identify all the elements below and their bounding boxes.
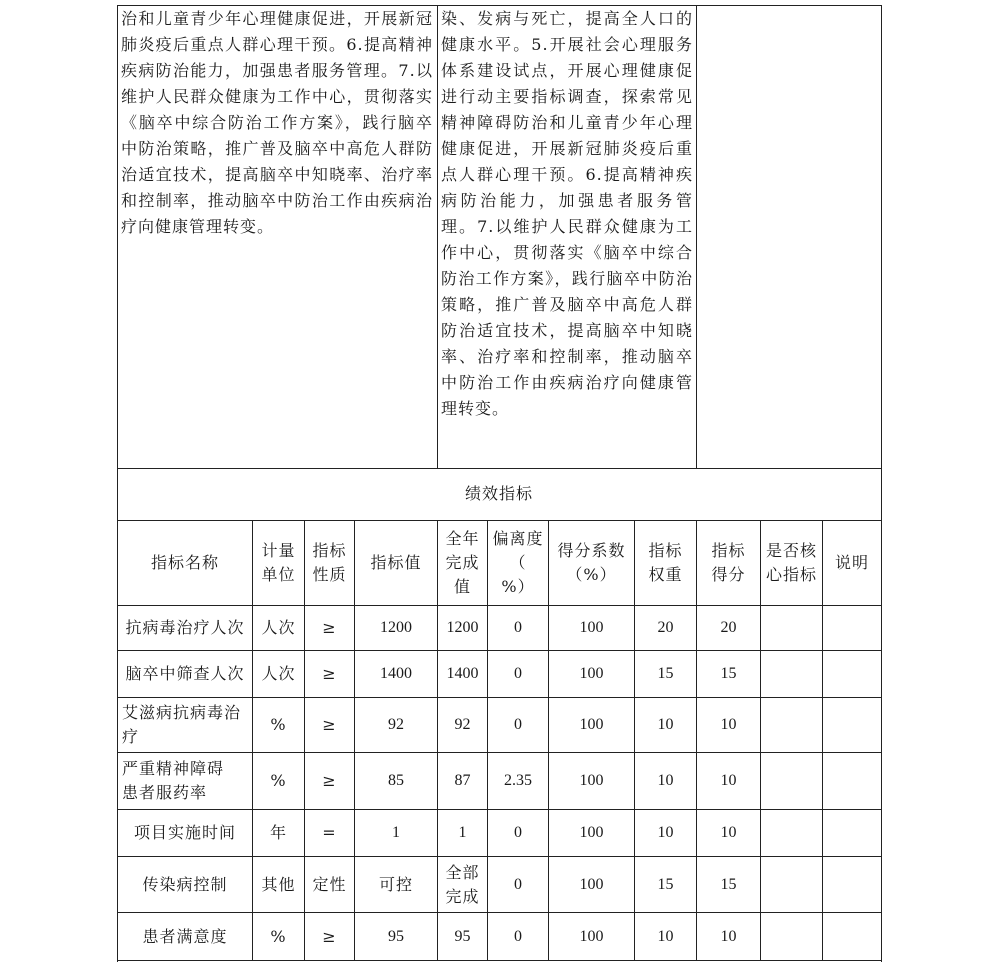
table-cell <box>761 857 822 912</box>
table-cell: 10 <box>720 824 737 841</box>
table-cell: 0 <box>514 927 522 945</box>
table-cell <box>823 810 881 856</box>
table-cell: 10 <box>657 716 674 733</box>
row-name-cell: 传染病控制 <box>142 874 228 894</box>
row-name-cell: 脑卒中筛查人次 <box>125 664 245 683</box>
header-cell: 指标 权重 <box>648 541 683 584</box>
table-cell: 15 <box>720 665 737 682</box>
table-cell: 全部 完成 <box>445 862 480 906</box>
table-cell: ≥ <box>322 664 337 683</box>
table-cell: 100 <box>579 927 604 945</box>
table-cell: 95 <box>454 927 471 945</box>
table-cell: % <box>270 715 287 734</box>
header-cell: 是否核 心指标 <box>765 541 817 584</box>
row-name-cell: 严重精神障碍 患者服药率 <box>122 759 225 802</box>
table-cell: % <box>270 926 287 946</box>
table-cell: ≥ <box>322 618 337 637</box>
header-cell: 全年 完成值 <box>445 529 480 596</box>
table-cell: 1400 <box>446 665 479 682</box>
table-cell <box>761 606 822 650</box>
table-cell: 0 <box>514 665 522 682</box>
header-cell: 指标名称 <box>150 553 219 572</box>
table-cell: 92 <box>454 716 471 733</box>
table-cell: 100 <box>579 772 604 789</box>
table-cell <box>823 913 881 960</box>
table-cell: 95 <box>388 927 404 945</box>
table-cell: 1200 <box>446 619 479 636</box>
table-cell: 0 <box>514 716 522 733</box>
row-border-7 <box>117 960 882 961</box>
table-cell: 0 <box>514 875 522 893</box>
table-cell: 20 <box>657 619 674 636</box>
table-cell: 15 <box>657 665 674 682</box>
table-cell: 可控 <box>378 874 413 894</box>
table-cell: 0 <box>514 619 522 636</box>
table-cell: 15 <box>657 875 674 893</box>
table-cell <box>761 651 822 697</box>
row-name-cell: 抗病毒治疗人次 <box>125 618 245 637</box>
table-cell: 100 <box>579 665 604 682</box>
table-cell: ≥ <box>322 771 337 790</box>
table-cell: 85 <box>388 772 404 789</box>
table-cell: 100 <box>579 619 604 636</box>
top-left-paragraph: 治和儿童青少年心理健康促进，开展新冠肺炎疫后重点人群心理干预。6.提高精神疾病防治能力，加强患者服务管理。7.以维护人民群众健康为工作中心，贯彻落实《脑卒中综合防治工作方案》，践行脑卒中防治策略，推广普及脑卒中高危人群防治适宜技术，提高脑卒中知晓率、治疗率和控制率，推动脑卒中防治工作由疾病治疗向健康管理转变。 <box>121 9 433 236</box>
table-cell: 1 <box>392 824 400 841</box>
row-name-cell: 项目实施时间 <box>133 823 236 842</box>
table-cell <box>823 698 881 752</box>
header-cell: 计量 单位 <box>261 541 296 584</box>
table-cell <box>823 651 881 697</box>
table-cell: 10 <box>657 772 674 789</box>
table-cell: 20 <box>720 619 737 636</box>
table-cell <box>823 753 881 809</box>
table-cell: 2.35 <box>504 772 532 789</box>
table-cell: 0 <box>514 824 522 841</box>
table-cell: 定性 <box>312 874 347 894</box>
header-cell: 指标 性质 <box>312 541 347 584</box>
top-divider-right <box>696 5 697 468</box>
table-cell: 1200 <box>380 619 412 636</box>
section-title: 绩效指标 <box>464 484 533 503</box>
table-cell: 10 <box>657 824 674 841</box>
row-name-cell: 患者满意度 <box>142 926 228 946</box>
table-cell <box>823 857 881 912</box>
table-cell: 10 <box>720 772 737 789</box>
header-cell: 说明 <box>834 553 869 572</box>
header-cell: 指标 得分 <box>711 541 746 584</box>
table-cell: 10 <box>720 927 737 945</box>
table-cell: 年 <box>269 823 287 842</box>
table-cell: 15 <box>720 875 737 893</box>
right-border <box>881 5 882 962</box>
table-cell: 100 <box>579 716 604 733</box>
table-cell <box>761 753 822 809</box>
table-cell: 1400 <box>380 665 412 682</box>
table-cell: ≥ <box>322 715 337 734</box>
row-name-cell: 艾滋病抗病毒治 疗 <box>122 703 242 746</box>
table-cell: ≥ <box>322 926 337 946</box>
table-cell: 其他 <box>261 874 296 894</box>
table-cell <box>761 698 822 752</box>
table-cell <box>761 913 822 960</box>
table-cell: 人次 <box>261 618 296 637</box>
table-cell: 人次 <box>261 664 296 683</box>
table-cell <box>761 810 822 856</box>
header-cell: 得分系数 （%） <box>557 541 626 584</box>
table-cell: 87 <box>454 772 471 789</box>
table-cell: 10 <box>657 927 674 945</box>
top-right-paragraph: 染、发病与死亡，提高全人口的健康水平。5.开展社会心理服务体系建设试点，开展心理健康促进行动主要指标调查，探索常见精神障碍防治和儿童青少年心理健康促进，开展新冠肺炎疫后重点人群心理干预。6.提高精神疾病防治能力，加强患者服务管理。7.以维护人民群众健康为工作中心，贯彻落实《脑卒中综合防治工作方案》，践行脑卒中防治策略，推广普及脑卒中高危人群防治适宜技术，提高脑卒中知晓率、治疗率和控制率，推动脑卒中防治工作由疾病治疗向健康管理转变。 <box>441 9 693 418</box>
table-cell: 100 <box>579 824 604 841</box>
header-cell: 指标值 <box>370 553 422 572</box>
table-cell: 100 <box>579 875 604 893</box>
table-cell: % <box>270 771 287 790</box>
header-cell: 偏离度（ %） <box>492 529 544 596</box>
table-cell: 92 <box>388 716 404 733</box>
top-divider-mid <box>437 5 438 468</box>
table-cell: 1 <box>458 824 467 841</box>
table-cell <box>823 606 881 650</box>
table-cell: = <box>322 823 337 842</box>
table-cell: 10 <box>720 716 737 733</box>
